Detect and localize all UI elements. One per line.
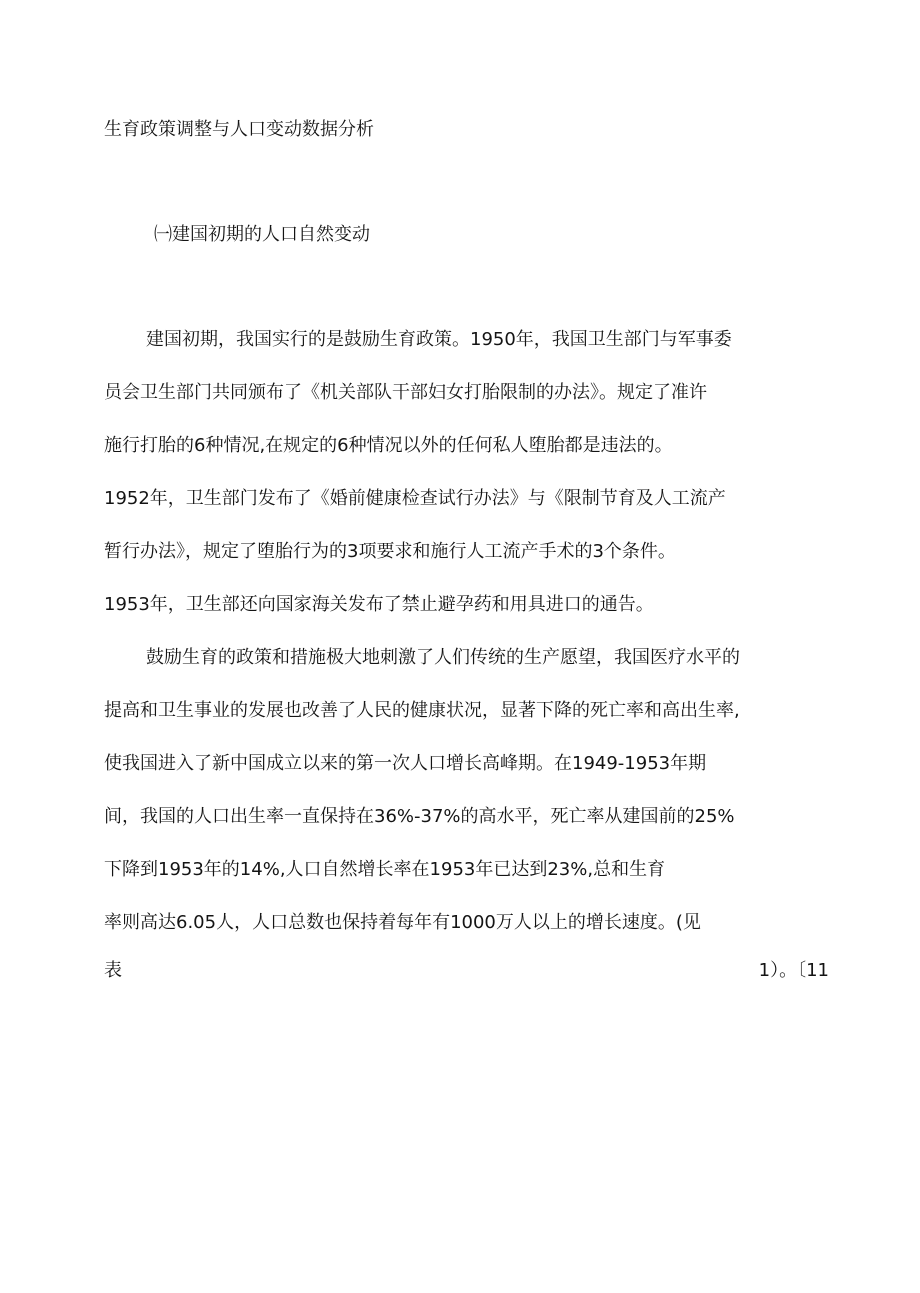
paragraph-line: 率则高达6.05人，人口总数也保持着每年有1000万人以上的增长速度。(见 xyxy=(104,912,701,933)
table-reference-citation: 1）。〔11 xyxy=(758,960,829,981)
paragraph-line: 1953年，卫生部还向国家海关发布了禁止避孕药和用具进口的通告。 xyxy=(104,594,654,615)
section-heading: ㈠建国初期的人口自然变动 xyxy=(154,224,370,245)
table-reference-label: 表 xyxy=(104,960,122,981)
paragraph-line: 施行打胎的6种情况,在规定的6种情况以外的任何私人堕胎都是违法的。 xyxy=(104,435,673,456)
paragraph-line: 鼓励生育的政策和措施极大地刺激了人们传统的生产愿望，我国医疗水平的 xyxy=(146,647,740,668)
paragraph-line: 建国初期，我国实行的是鼓励生育政策。1950年，我国卫生部门与军事委 xyxy=(146,329,732,350)
paragraph-line: 员会卫生部门共同颁布了《机关部队干部妇女打胎限制的办法》。规定了准许 xyxy=(104,382,707,403)
document-title: 生育政策调整与人口变动数据分析 xyxy=(104,119,374,140)
paragraph-line: 暂行办法》，规定了堕胎行为的3项要求和施行人工流产手术的3个条件。 xyxy=(104,541,676,562)
paragraph-line: 提高和卫生事业的发展也改善了人民的健康状况，显著下降的死亡率和高出生率, xyxy=(104,700,740,721)
paragraph-line: 1952年，卫生部门发布了《婚前健康检查试行办法》与《限制节育及人工流产 xyxy=(104,488,726,509)
paragraph-line: 使我国进入了新中国成立以来的第一次人口增长高峰期。在1949-1953年期 xyxy=(104,753,707,774)
paragraph-line: 下降到1953年的14%,人口自然增长率在1953年已达到23%,总和生育 xyxy=(104,859,666,880)
paragraph-line: 间，我国的人口出生率一直保持在36%-37%的高水平，死亡率从建国前的25% xyxy=(104,806,735,827)
